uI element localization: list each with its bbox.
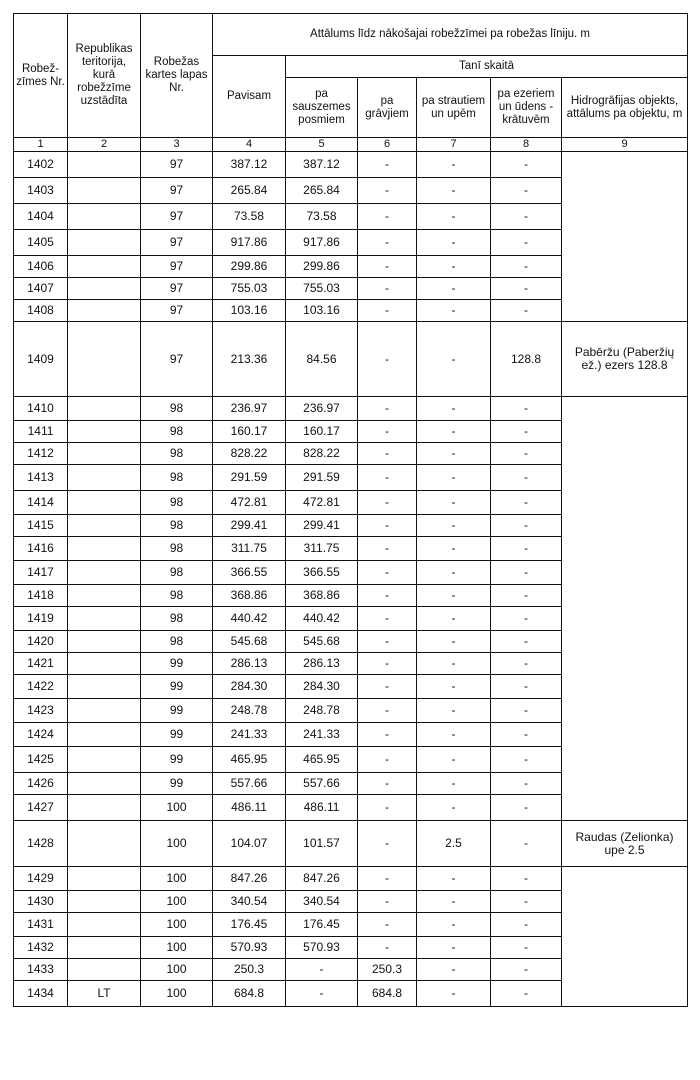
table-row — [14, 821, 688, 867]
land-distance-cell: 472.81 — [286, 491, 358, 515]
lake-distance-cell: - — [491, 585, 562, 607]
ditch-distance-cell: - — [358, 278, 417, 300]
land-distance-cell: 236.97 — [286, 397, 358, 421]
map-sheet-cell: 100 — [141, 959, 213, 981]
marker-nr-cell: 1419 — [14, 607, 68, 631]
marker-nr-cell: 1423 — [14, 699, 68, 723]
map-sheet-cell: 98 — [141, 515, 213, 537]
stream-distance-cell: - — [417, 913, 491, 937]
header-marker-nr: Robež-zīmes Nr. — [14, 14, 68, 138]
land-distance-cell: 265.84 — [286, 178, 358, 204]
territory-cell — [68, 959, 141, 981]
marker-nr-cell: 1431 — [14, 913, 68, 937]
land-distance-cell: 241.33 — [286, 723, 358, 747]
header-subgroup: Tanī skaitā — [286, 56, 688, 78]
stream-distance-cell: - — [417, 397, 491, 421]
lake-distance-cell: - — [491, 723, 562, 747]
map-sheet-cell: 98 — [141, 631, 213, 653]
marker-nr-cell: 1433 — [14, 959, 68, 981]
column-number: 4 — [213, 138, 286, 152]
territory-cell — [68, 537, 141, 561]
map-sheet-cell: 100 — [141, 867, 213, 891]
lake-distance-cell: - — [491, 653, 562, 675]
ditch-distance-cell: 684.8 — [358, 981, 417, 1007]
land-distance-cell: 755.03 — [286, 278, 358, 300]
stream-distance-cell: - — [417, 981, 491, 1007]
map-sheet-cell: 99 — [141, 675, 213, 699]
marker-nr-cell: 1428 — [14, 821, 68, 867]
map-sheet-cell: 99 — [141, 747, 213, 773]
stream-distance-cell: - — [417, 421, 491, 443]
stream-distance-cell: - — [417, 322, 491, 397]
land-distance-cell: 176.45 — [286, 913, 358, 937]
land-distance-cell: 465.95 — [286, 747, 358, 773]
total-distance-cell: 917.86 — [213, 230, 286, 256]
land-distance-cell: 291.59 — [286, 465, 358, 491]
marker-nr-cell: 1404 — [14, 204, 68, 230]
table-row — [14, 322, 688, 397]
total-distance-cell: 570.93 — [213, 937, 286, 959]
lake-distance-cell: - — [491, 230, 562, 256]
column-number-row — [14, 138, 688, 152]
ditch-distance-cell: - — [358, 867, 417, 891]
territory-cell — [68, 773, 141, 795]
land-distance-cell: 557.66 — [286, 773, 358, 795]
ditch-distance-cell: - — [358, 152, 417, 178]
total-distance-cell: 250.3 — [213, 959, 286, 981]
ditch-distance-cell: - — [358, 747, 417, 773]
territory-cell — [68, 937, 141, 959]
hydro-object-cell — [562, 867, 688, 1007]
ditch-distance-cell: - — [358, 937, 417, 959]
land-distance-cell: 311.75 — [286, 537, 358, 561]
territory-cell — [68, 653, 141, 675]
stream-distance-cell: - — [417, 699, 491, 723]
map-sheet-cell: 99 — [141, 699, 213, 723]
lake-distance-cell: - — [491, 959, 562, 981]
map-sheet-cell: 99 — [141, 653, 213, 675]
lake-distance-cell: - — [491, 278, 562, 300]
ditch-distance-cell: - — [358, 421, 417, 443]
marker-nr-cell: 1403 — [14, 178, 68, 204]
territory-cell — [68, 747, 141, 773]
territory-cell — [68, 821, 141, 867]
header-stream: pa strautiem un upēm — [417, 78, 491, 138]
total-distance-cell: 236.97 — [213, 397, 286, 421]
marker-nr-cell: 1407 — [14, 278, 68, 300]
ditch-distance-cell: - — [358, 443, 417, 465]
marker-nr-cell: 1432 — [14, 937, 68, 959]
lake-distance-cell: - — [491, 300, 562, 322]
territory-cell — [68, 322, 141, 397]
marker-nr-cell: 1434 — [14, 981, 68, 1007]
territory-cell — [68, 278, 141, 300]
territory-cell — [68, 397, 141, 421]
stream-distance-cell: - — [417, 204, 491, 230]
column-number: 1 — [14, 138, 68, 152]
total-distance-cell: 291.59 — [213, 465, 286, 491]
lake-distance-cell: - — [491, 515, 562, 537]
map-sheet-cell: 99 — [141, 723, 213, 747]
total-distance-cell: 486.11 — [213, 795, 286, 821]
territory-cell — [68, 152, 141, 178]
marker-nr-cell: 1413 — [14, 465, 68, 491]
total-distance-cell: 828.22 — [213, 443, 286, 465]
map-sheet-cell: 97 — [141, 256, 213, 278]
territory-cell — [68, 230, 141, 256]
total-distance-cell: 755.03 — [213, 278, 286, 300]
hydro-object-cell: Raudas (Zelionka) upe 2.5 — [562, 821, 688, 867]
header-ditch: pa grāvjiem — [358, 78, 417, 138]
lake-distance-cell: - — [491, 256, 562, 278]
territory-cell — [68, 515, 141, 537]
total-distance-cell: 160.17 — [213, 421, 286, 443]
ditch-distance-cell: - — [358, 300, 417, 322]
land-distance-cell: 299.41 — [286, 515, 358, 537]
ditch-distance-cell: - — [358, 913, 417, 937]
territory-cell — [68, 178, 141, 204]
map-sheet-cell: 97 — [141, 178, 213, 204]
territory-cell — [68, 631, 141, 653]
map-sheet-cell: 99 — [141, 773, 213, 795]
total-distance-cell: 104.07 — [213, 821, 286, 867]
lake-distance-cell: - — [491, 561, 562, 585]
land-distance-cell: 366.55 — [286, 561, 358, 585]
territory-cell — [68, 443, 141, 465]
ditch-distance-cell: - — [358, 773, 417, 795]
land-distance-cell: 73.58 — [286, 204, 358, 230]
total-distance-cell: 176.45 — [213, 913, 286, 937]
stream-distance-cell: 2.5 — [417, 821, 491, 867]
marker-nr-cell: 1405 — [14, 230, 68, 256]
total-distance-cell: 213.36 — [213, 322, 286, 397]
ditch-distance-cell: - — [358, 256, 417, 278]
territory-cell — [68, 300, 141, 322]
column-number: 9 — [562, 138, 688, 152]
lake-distance-cell: - — [491, 821, 562, 867]
total-distance-cell: 265.84 — [213, 178, 286, 204]
marker-nr-cell: 1412 — [14, 443, 68, 465]
territory-cell — [68, 421, 141, 443]
table-row — [14, 152, 688, 178]
total-distance-cell: 284.30 — [213, 675, 286, 699]
ditch-distance-cell: - — [358, 699, 417, 723]
land-distance-cell: 486.11 — [286, 795, 358, 821]
land-distance-cell: 248.78 — [286, 699, 358, 723]
stream-distance-cell: - — [417, 867, 491, 891]
stream-distance-cell: - — [417, 300, 491, 322]
lake-distance-cell: - — [491, 631, 562, 653]
territory-cell — [68, 585, 141, 607]
header-territory: Republikas teritorija, kurā robežzīme uzstādīta — [68, 14, 141, 138]
territory-cell — [68, 491, 141, 515]
marker-nr-cell: 1427 — [14, 795, 68, 821]
ditch-distance-cell: 250.3 — [358, 959, 417, 981]
ditch-distance-cell: - — [358, 491, 417, 515]
stream-distance-cell: - — [417, 585, 491, 607]
ditch-distance-cell: - — [358, 204, 417, 230]
stream-distance-cell: - — [417, 537, 491, 561]
lake-distance-cell: - — [491, 773, 562, 795]
land-distance-cell: 284.30 — [286, 675, 358, 699]
stream-distance-cell: - — [417, 891, 491, 913]
map-sheet-cell: 98 — [141, 491, 213, 515]
lake-distance-cell: - — [491, 891, 562, 913]
territory-cell — [68, 699, 141, 723]
territory-cell — [68, 465, 141, 491]
total-distance-cell: 368.86 — [213, 585, 286, 607]
ditch-distance-cell: - — [358, 230, 417, 256]
ditch-distance-cell: - — [358, 537, 417, 561]
column-number: 5 — [286, 138, 358, 152]
total-distance-cell: 286.13 — [213, 653, 286, 675]
territory-cell — [68, 891, 141, 913]
ditch-distance-cell: - — [358, 891, 417, 913]
ditch-distance-cell: - — [358, 821, 417, 867]
stream-distance-cell: - — [417, 675, 491, 699]
stream-distance-cell: - — [417, 561, 491, 585]
total-distance-cell: 366.55 — [213, 561, 286, 585]
ditch-distance-cell: - — [358, 607, 417, 631]
lake-distance-cell: - — [491, 867, 562, 891]
total-distance-cell: 545.68 — [213, 631, 286, 653]
total-distance-cell: 387.12 — [213, 152, 286, 178]
map-sheet-cell: 98 — [141, 561, 213, 585]
stream-distance-cell: - — [417, 773, 491, 795]
marker-nr-cell: 1420 — [14, 631, 68, 653]
map-sheet-cell: 98 — [141, 607, 213, 631]
lake-distance-cell: - — [491, 152, 562, 178]
stream-distance-cell: - — [417, 937, 491, 959]
land-distance-cell: 387.12 — [286, 152, 358, 178]
map-sheet-cell: 97 — [141, 300, 213, 322]
border-marker-table — [13, 13, 688, 1007]
stream-distance-cell: - — [417, 465, 491, 491]
lake-distance-cell: - — [491, 421, 562, 443]
header-total: Pavisam — [213, 56, 286, 138]
lake-distance-cell: - — [491, 675, 562, 699]
marker-nr-cell: 1410 — [14, 397, 68, 421]
stream-distance-cell: - — [417, 278, 491, 300]
land-distance-cell: 440.42 — [286, 607, 358, 631]
total-distance-cell: 340.54 — [213, 891, 286, 913]
table-body — [14, 152, 688, 1007]
column-number: 2 — [68, 138, 141, 152]
map-sheet-cell: 98 — [141, 443, 213, 465]
marker-nr-cell: 1414 — [14, 491, 68, 515]
lake-distance-cell: - — [491, 397, 562, 421]
header-lake: pa ezeriem un ūdens - krātuvēm — [491, 78, 562, 138]
stream-distance-cell: - — [417, 152, 491, 178]
land-distance-cell: 101.57 — [286, 821, 358, 867]
land-distance-cell: - — [286, 981, 358, 1007]
map-sheet-cell: 100 — [141, 937, 213, 959]
stream-distance-cell: - — [417, 607, 491, 631]
lake-distance-cell: - — [491, 699, 562, 723]
territory-cell — [68, 913, 141, 937]
lake-distance-cell: - — [491, 491, 562, 515]
lake-distance-cell: - — [491, 537, 562, 561]
ditch-distance-cell: - — [358, 561, 417, 585]
map-sheet-cell: 97 — [141, 278, 213, 300]
stream-distance-cell: - — [417, 723, 491, 747]
territory-cell — [68, 561, 141, 585]
stream-distance-cell: - — [417, 256, 491, 278]
lake-distance-cell: - — [491, 747, 562, 773]
map-sheet-cell: 98 — [141, 465, 213, 491]
lake-distance-cell: - — [491, 465, 562, 491]
total-distance-cell: 557.66 — [213, 773, 286, 795]
marker-nr-cell: 1402 — [14, 152, 68, 178]
map-sheet-cell: 98 — [141, 421, 213, 443]
marker-nr-cell: 1430 — [14, 891, 68, 913]
lake-distance-cell: - — [491, 178, 562, 204]
lake-distance-cell: - — [491, 913, 562, 937]
stream-distance-cell: - — [417, 959, 491, 981]
column-number: 3 — [141, 138, 213, 152]
lake-distance-cell: - — [491, 607, 562, 631]
header-distance-group: Attālums līdz nākošajai robežzīmei pa robežas līniju. m — [213, 14, 688, 56]
map-sheet-cell: 100 — [141, 821, 213, 867]
land-distance-cell: - — [286, 959, 358, 981]
hydro-object-cell — [562, 152, 688, 322]
total-distance-cell: 311.75 — [213, 537, 286, 561]
territory-cell — [68, 204, 141, 230]
lake-distance-cell: - — [491, 795, 562, 821]
marker-nr-cell: 1418 — [14, 585, 68, 607]
marker-nr-cell: 1421 — [14, 653, 68, 675]
land-distance-cell: 368.86 — [286, 585, 358, 607]
ditch-distance-cell: - — [358, 653, 417, 675]
stream-distance-cell: - — [417, 230, 491, 256]
stream-distance-cell: - — [417, 491, 491, 515]
marker-nr-cell: 1424 — [14, 723, 68, 747]
marker-nr-cell: 1406 — [14, 256, 68, 278]
lake-distance-cell: 128.8 — [491, 322, 562, 397]
column-number: 7 — [417, 138, 491, 152]
total-distance-cell: 465.95 — [213, 747, 286, 773]
land-distance-cell: 847.26 — [286, 867, 358, 891]
map-sheet-cell: 97 — [141, 152, 213, 178]
marker-nr-cell: 1415 — [14, 515, 68, 537]
territory-cell — [68, 795, 141, 821]
map-sheet-cell: 98 — [141, 397, 213, 421]
land-distance-cell: 160.17 — [286, 421, 358, 443]
stream-distance-cell: - — [417, 631, 491, 653]
ditch-distance-cell: - — [358, 795, 417, 821]
land-distance-cell: 84.56 — [286, 322, 358, 397]
map-sheet-cell: 100 — [141, 795, 213, 821]
total-distance-cell: 299.86 — [213, 256, 286, 278]
total-distance-cell: 103.16 — [213, 300, 286, 322]
ditch-distance-cell: - — [358, 178, 417, 204]
map-sheet-cell: 98 — [141, 537, 213, 561]
lake-distance-cell: - — [491, 204, 562, 230]
land-distance-cell: 286.13 — [286, 653, 358, 675]
territory-cell — [68, 675, 141, 699]
total-distance-cell: 440.42 — [213, 607, 286, 631]
land-distance-cell: 570.93 — [286, 937, 358, 959]
column-number: 8 — [491, 138, 562, 152]
total-distance-cell: 241.33 — [213, 723, 286, 747]
stream-distance-cell: - — [417, 653, 491, 675]
ditch-distance-cell: - — [358, 322, 417, 397]
map-sheet-cell: 100 — [141, 981, 213, 1007]
header-hydro: Hidrogrāfijas objekts, attālums pa objektu, m — [562, 78, 688, 138]
marker-nr-cell: 1417 — [14, 561, 68, 585]
stream-distance-cell: - — [417, 795, 491, 821]
marker-nr-cell: 1409 — [14, 322, 68, 397]
header-map-sheet: Robežas kartes lapas Nr. — [141, 14, 213, 138]
total-distance-cell: 248.78 — [213, 699, 286, 723]
total-distance-cell: 472.81 — [213, 491, 286, 515]
marker-nr-cell: 1422 — [14, 675, 68, 699]
map-sheet-cell: 98 — [141, 585, 213, 607]
total-distance-cell: 847.26 — [213, 867, 286, 891]
stream-distance-cell: - — [417, 747, 491, 773]
total-distance-cell: 299.41 — [213, 515, 286, 537]
stream-distance-cell: - — [417, 443, 491, 465]
map-sheet-cell: 100 — [141, 891, 213, 913]
ditch-distance-cell: - — [358, 585, 417, 607]
hydro-object-cell — [562, 397, 688, 821]
hydro-object-cell: Pabēržu (Paberžių ež.) ezers 128.8 — [562, 322, 688, 397]
stream-distance-cell: - — [417, 178, 491, 204]
table-row — [14, 397, 688, 421]
marker-nr-cell: 1425 — [14, 747, 68, 773]
ditch-distance-cell: - — [358, 515, 417, 537]
map-sheet-cell: 97 — [141, 204, 213, 230]
header-land: pa sauszemes posmiem — [286, 78, 358, 138]
land-distance-cell: 299.86 — [286, 256, 358, 278]
ditch-distance-cell: - — [358, 675, 417, 699]
total-distance-cell: 684.8 — [213, 981, 286, 1007]
territory-cell — [68, 256, 141, 278]
territory-cell — [68, 607, 141, 631]
land-distance-cell: 545.68 — [286, 631, 358, 653]
ditch-distance-cell: - — [358, 465, 417, 491]
territory-cell: LT — [68, 981, 141, 1007]
map-sheet-cell: 97 — [141, 322, 213, 397]
lake-distance-cell: - — [491, 443, 562, 465]
column-number: 6 — [358, 138, 417, 152]
marker-nr-cell: 1429 — [14, 867, 68, 891]
territory-cell — [68, 867, 141, 891]
land-distance-cell: 828.22 — [286, 443, 358, 465]
marker-nr-cell: 1416 — [14, 537, 68, 561]
marker-nr-cell: 1408 — [14, 300, 68, 322]
lake-distance-cell: - — [491, 981, 562, 1007]
map-sheet-cell: 97 — [141, 230, 213, 256]
land-distance-cell: 340.54 — [286, 891, 358, 913]
land-distance-cell: 103.16 — [286, 300, 358, 322]
territory-cell — [68, 723, 141, 747]
lake-distance-cell: - — [491, 937, 562, 959]
land-distance-cell: 917.86 — [286, 230, 358, 256]
ditch-distance-cell: - — [358, 723, 417, 747]
marker-nr-cell: 1426 — [14, 773, 68, 795]
ditch-distance-cell: - — [358, 631, 417, 653]
ditch-distance-cell: - — [358, 397, 417, 421]
marker-nr-cell: 1411 — [14, 421, 68, 443]
total-distance-cell: 73.58 — [213, 204, 286, 230]
table-row — [14, 867, 688, 891]
map-sheet-cell: 100 — [141, 913, 213, 937]
stream-distance-cell: - — [417, 515, 491, 537]
